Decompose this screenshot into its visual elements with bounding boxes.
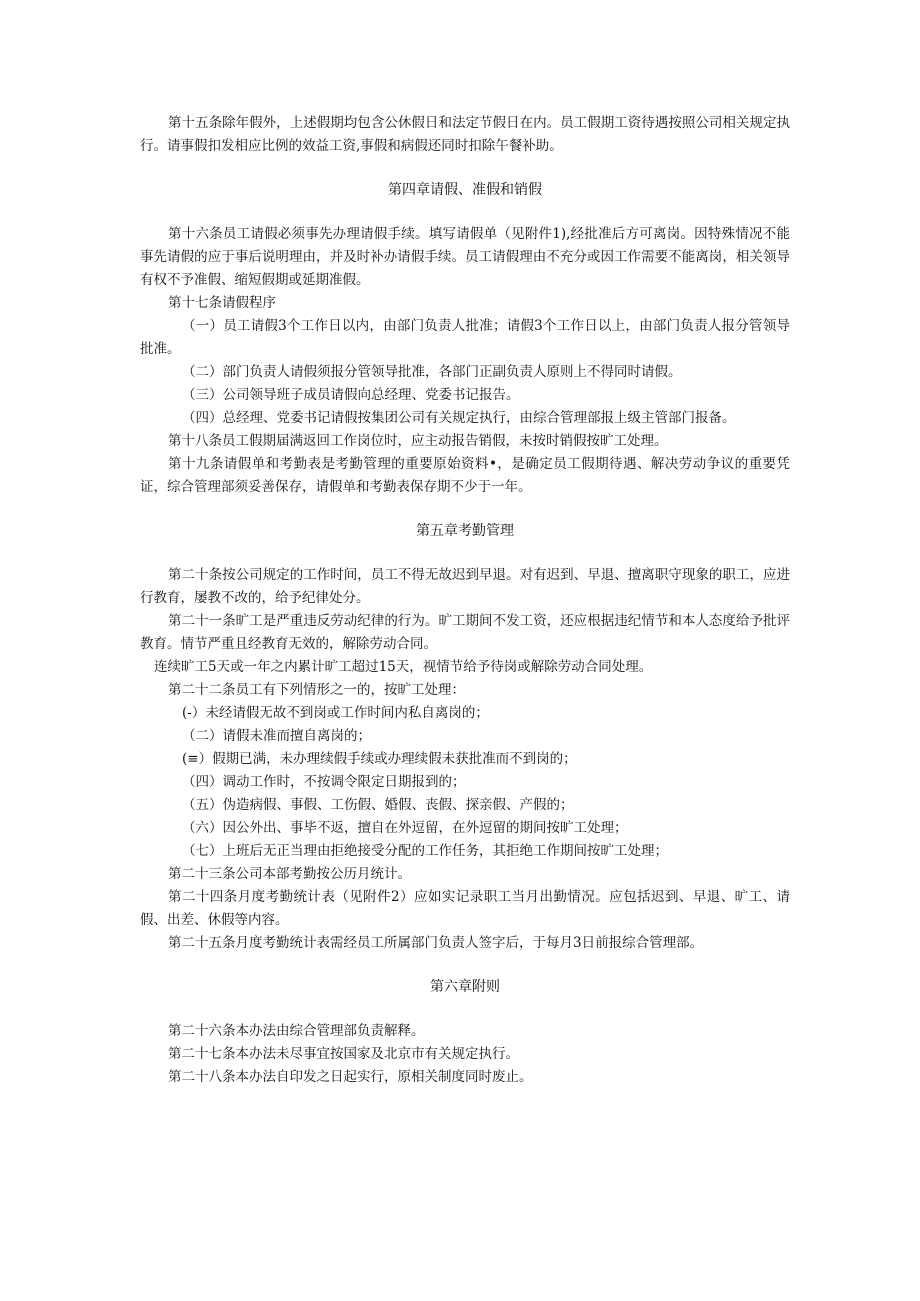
article-21-continued: 连续旷工5天或一年之内累计旷工超过15天，视情节给予待岗或解除劳动合同处理。 bbox=[154, 659, 653, 675]
article-15: 第十五条除年假外，上述假期均包含公休假日和法定节假日在内。员工假期工资待遇按照公司相关规定执行。请事假扣发相应比例的效益工资,事假和病假还同时扣除午餐补助。 bbox=[140, 115, 790, 154]
article-18: 第十八条员工假期届满返回工作岗位时，应主动报告销假，未按时销假按旷工处理。 bbox=[168, 433, 668, 449]
article-17-item-3: （三）公司领导班子成员请假向总经理、党委书记报告。 bbox=[182, 387, 520, 403]
article-16: 第十六条员工请假必须事先办理请假手续。填写请假单（见附件1),经批准后方可离岗。因特殊情况不能事先请假的应于事后说明理由，并及时补办请假手续。员工请假理由不充分或因工作需要不能离岗，相关领导有权不予准假、缩短假期或延期准假。 bbox=[140, 226, 790, 288]
chapter-5-title: 第五章考勤管理 bbox=[416, 523, 514, 539]
article-27: 第二十七条本办法未尽事宜按国家及北京市有关规定执行。 bbox=[168, 1046, 519, 1062]
article-22-item-4: （四）调动工作时，不按调令限定日期报到的； bbox=[182, 774, 466, 790]
article-22-item-5: （五）伪造病假、事假、工伤假、婚假、丧假、探亲假、产假的； bbox=[182, 797, 574, 813]
article-22-item-6: （六）因公外出、事毕不返，擅自在外逗留，在外逗留的期间按旷工处理； bbox=[182, 820, 628, 836]
chapter-4-title: 第四章请假、准假和销假 bbox=[388, 182, 542, 198]
article-23: 第二十三条公司本部考勤按公历月统计。 bbox=[168, 866, 411, 882]
article-17-item-2: （二）部门负责人请假须报分管领导批准，各部门正副负责人原则上不得同时请假。 bbox=[182, 364, 682, 380]
article-22-item-7: （七）上班后无正当理由拒绝接受分配的工作任务，其拒绝工作期间按旷工处理； bbox=[182, 843, 668, 859]
article-19: 第十九条请假单和考勤表是考勤管理的重要原始资料•，是确定员工假期待遇、解决劳动争议的重要凭证，综合管理部须妥善保存，请假单和考勤表保存期不少于一年。 bbox=[140, 456, 790, 495]
article-22: 第二十二条员工有下列情形之一的，按旷工处理： bbox=[168, 682, 465, 698]
chapter-5-body bbox=[140, 564, 790, 955]
article-20: 第二十条按公司规定的工作时间，员工不得无故迟到早退。对有迟到、早退、擅离职守现象的职工，应进行教育，屡教不改的，给予纪律处分。 bbox=[140, 567, 790, 606]
chapter-6-body bbox=[140, 1020, 790, 1089]
article-17-item-1: （一）员工请假3个工作日以内，由部门负责人批准；请假3个工作日以上，由部门负责人报分管领导批准。 bbox=[140, 318, 790, 357]
article-25: 第二十五条月度考勤统计表需经员工所属部门负责人签字后，于每月3日前报综合管理部。 bbox=[168, 935, 704, 951]
article-22-item-3: (≡）假期已满，未办理续假手续或办理续假未获批准而不到岗的； bbox=[182, 751, 577, 767]
section-leave-pay bbox=[140, 112, 790, 158]
article-17-item-4: （四）总经理、党委书记请假按集团公司有关规定执行，由综合管理部报上级主管部门报备。 bbox=[182, 410, 736, 426]
article-28: 第二十八条本办法自印发之日起实行，原相关制度同时废止。 bbox=[168, 1069, 533, 1085]
article-22-item-2: （二）请假未准而擅自离岗的； bbox=[182, 728, 371, 744]
article-26: 第二十六条本办法由综合管理部负责解释。 bbox=[168, 1023, 425, 1039]
document-page bbox=[140, 112, 790, 1089]
chapter-6-title: 第六章附则 bbox=[430, 979, 500, 995]
article-24: 第二十四条月度考勤统计表（见附件2）应如实记录职工当月出勤情况。应包括迟到、早退、旷工、请假、出差、休假等内容。 bbox=[140, 889, 790, 928]
article-22-item-1: (-）未经请假无故不到岗或工作时间内私自离岗的； bbox=[182, 705, 489, 721]
article-21: 第二十一条旷工是严重违反劳动纪律的行为。旷工期间不发工资，还应根据违纪情节和本人态度给予批评教育。情节严重且经教育无效的，解除劳动合同。 bbox=[140, 613, 790, 652]
chapter-4-body bbox=[140, 223, 790, 499]
article-17: 第十七条请假程序 bbox=[168, 295, 276, 311]
